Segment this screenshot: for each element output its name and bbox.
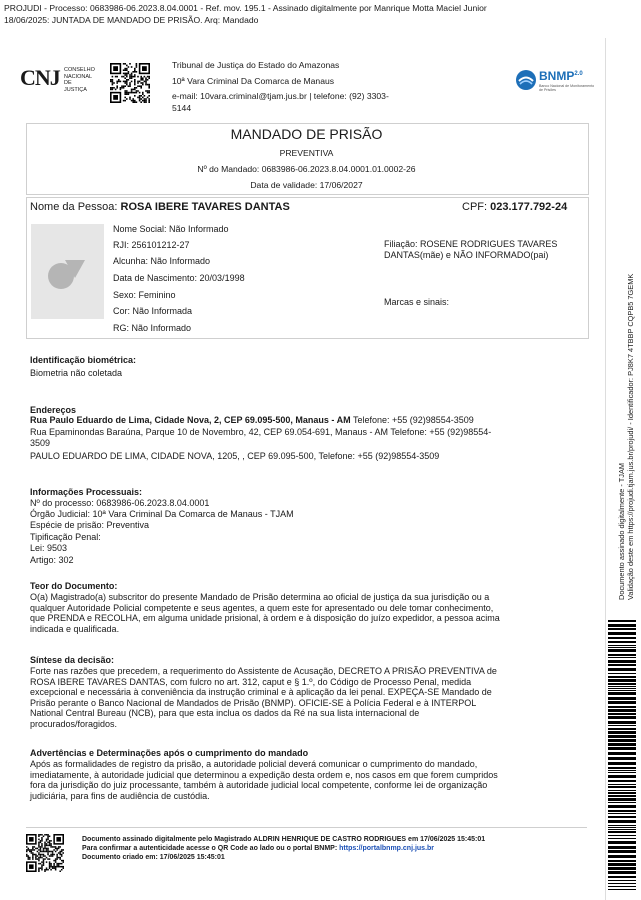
court-contact: e-mail: 10vara.criminal@tjam.jus.br | telefone: (92) 3303- [172,91,389,101]
address-3: PAULO EDUARDO DE LIMA, CIDADE NOVA, 1205, , CEP 69.095-500, Telefone: +55 (92)98554-3509 [30,451,440,461]
footer-verify: Para confirmar a autenticidade acesse o QR Code ao lado ou o portal BNMP: https://portalbnmp.cnj.jus.br [82,845,435,852]
bnmp-logo-subtitle: Banco Nacional de Monitoramento de Prisões [539,84,595,93]
footer-created: Documento criado em: 17/06/2025 15:45:01 [82,854,225,861]
process-arrest-type: Espécie de prisão: Preventiva [30,520,150,530]
warrant-title: MANDADO DE PRISÃO [230,126,383,142]
person-alias: Alcunha: Não Informado [113,256,211,266]
person-filiation-1: Filiação: ROSENE RODRIGUES TAVARES [384,239,558,249]
cnj-logo-text: CONSELHO NACIONAL DE JUSTIÇA [64,67,95,93]
footer-divider [26,827,587,828]
projudi-header-line2: 18/06/2025: JUNTADA DE MANDADO DE PRISÃO. Arq: Mandado [4,15,259,25]
warnings-heading: Advertências e Determinações após o cumprimento do mandado [30,748,309,758]
process-article: Artigo: 302 [30,555,74,565]
person-silhouette-icon [31,224,104,319]
projudi-header-line1: PROJUDI - Processo: 0683986-06.2023.8.04.0001 - Ref. mov. 195.1 - Assinado digitalmente por Manrique Motta Maciel Junior [4,3,487,13]
cnj-logo [20,65,95,91]
court-line2: 10ª Vara Criminal Da Comarca de Manaus [172,76,335,86]
process-number: Nº do processo: 0683986-06.2023.8.04.0001 [30,498,210,508]
addresses-heading: Endereços [30,405,77,415]
court-contact-cont: 5144 [172,103,192,113]
bnmp-logo [515,67,595,97]
cnj-logo-mark: CNJ [20,65,60,90]
validation-strip [605,38,640,900]
validation-barcode [608,620,636,890]
person-sex: Sexo: Feminino [113,290,176,300]
bnmp-portal-link[interactable]: https://portalbnmp.cnj.jus.br [339,845,435,852]
person-rg: RG: Não Informado [113,323,192,333]
footer-qr-code[interactable] [26,834,64,872]
person-name-row: Nome da Pessoa: ROSA IBERE TAVARES DANTAS [30,201,290,213]
bnmp-logo-mark: $BNMP^{2.0}$ [539,69,583,83]
validation-text-1: Documento assinado digitalmente - TJAM [617,462,626,600]
document-content-text: O(a) Magistrado(a) subscritor do presente Mandado de Prisão determina ao oficial de justiça da sua jurisdição ou a qualquer Autoridade Policial competente e seus agentes, a quem este for apresentado ou dele tomar conhecimento, que PRENDA e RECOLHA, em alguma unidade prisional, à ordem e à disposição do juízo expedidor, a pessoa acima indicada e qualificada. [30,592,500,634]
address-2-cont: 3509 [30,438,51,448]
address-2: Rua Epaminondas Baraúna, Parque 10 de Novembro, 42, CEP 69.054-691, Manaus - AM Telefone: +55 (92)98554- [30,427,492,437]
person-social-name: Nome Social: Não Informado [113,224,229,234]
validation-text-2: Validação deste em https://projudi.tjam.jus.br/projudi/ - Identificador: PJ8K7 4TBBP CQPB5 7GEMK [626,273,635,600]
footer-signed-by: Documento assinado digitalmente pelo Magistrado ALDRIN HENRIQUE DE CASTRO RODRIGUES em 17/06/2025 15:45:01 [82,836,486,843]
warrant-number: Nº do Mandado: 0683986-06.2023.8.04.0001.01.0002-26 [197,164,416,174]
person-photo-placeholder [31,224,104,319]
process-info-heading: Informações Processuais: [30,487,143,497]
warrant-kind: PREVENTIVA [279,148,334,158]
biometric-text: Biometria não coletada [30,368,123,378]
person-filiation-2: DANTAS(mãe) e NÃO INFORMADO(pai) [384,250,549,260]
person-rji: RJI: 256101212-27 [113,240,190,250]
court-line1: Tribunal de Justiça do Estado do Amazonas [172,60,340,70]
person-marks: Marcas e sinais: [384,297,450,307]
person-birth: Data de Nascimento: 20/03/1998 [113,273,245,283]
warnings-text: Após as formalidades de registro da prisão, a autoridade policial deverá comunicar o cumprimento do mandado, imediatamente, à autoridade judicial que determinou a expedição desta ordem e, nos casos em que forem cumpridos fora da jurisdição do juiz processante, também à autoridade judicial local competente, conforme lei de organização judiciária, para fins de audiência de custódia. [30,759,498,801]
person-color: Cor: Não Informada [113,306,193,316]
process-law: Lei: 9503 [30,543,68,553]
document-content-heading: Teor do Documento: [30,581,118,591]
person-cpf-row: CPF: 023.177.792-24 [462,201,568,213]
decision-heading: Síntese da decisão: [30,655,115,665]
address-1: Rua Paulo Eduardo de Lima, Cidade Nova, 2, CEP 69.095-500, Manaus - AM Telefone: +55 (92)98554-3509 [30,415,474,425]
warrant-validity: Data de validade: 17/06/2027 [250,180,363,190]
bnmp-emblem-icon [515,69,537,91]
decision-text: Forte nas razões que precedem, a requerimento do Assistente de Acusação, DECRETO A PRISÃO PREVENTIVA de ROSA IBERE TAVARES DANTAS, com fulcro no art. 312, caput e § 1.º, do Código de Processo Penal, medida excepcional e necessária à conveniência da instrução criminal e à aplicação da lei penal. EXPEÇA-SE Mandado de Prisão perante o Banco Nacional de Mandados de Prisão (BNMP). OFICIE-SE à Polícia Federal e à INTERPOL National Central Bureau (NCB), para que esta inclua os dados da Ré na sua lista internacional de procurados/foragidos. [30,666,497,729]
process-penal-type: Tipificação Penal: [30,532,101,542]
header-qr-code[interactable] [110,63,150,103]
person-box [26,197,589,339]
biometric-heading: Identificação biométrica: [30,355,137,365]
process-court: Órgão Judicial: 10ª Vara Criminal Da Comarca de Manaus - TJAM [30,509,294,519]
